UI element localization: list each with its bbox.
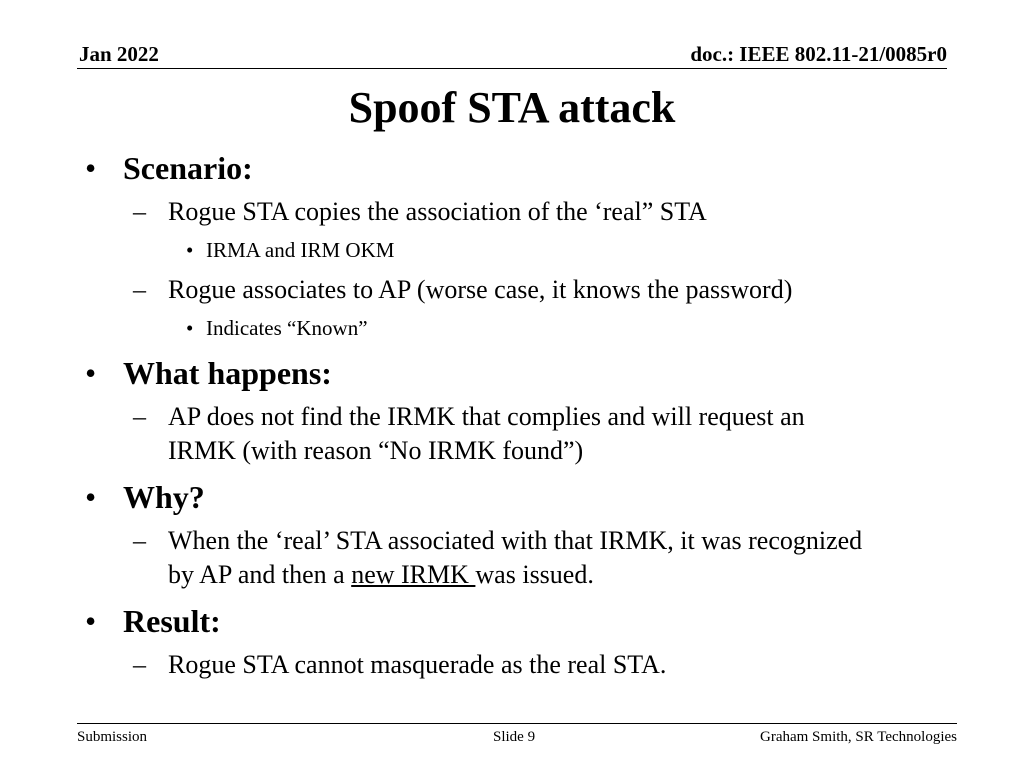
bullet-heading: Why? bbox=[123, 479, 205, 515]
sub-sub-bullet-text: IRMA and IRM OKM bbox=[206, 238, 395, 262]
sub-bullet-text: When the ‘real’ STA associated with that IRMK, it was recognized bbox=[168, 526, 863, 555]
dash-marker: – bbox=[133, 526, 146, 555]
bullet-marker: • bbox=[85, 479, 97, 515]
dash-marker: – bbox=[133, 197, 146, 226]
sub-bullet-text: Rogue STA cannot masquerade as the real STA. bbox=[168, 650, 667, 679]
bullet-marker: • bbox=[186, 238, 194, 262]
continuation-text: by AP and then a bbox=[168, 560, 352, 589]
bullet-marker: • bbox=[85, 355, 97, 391]
sub-bullet bbox=[133, 524, 863, 558]
dash-marker: – bbox=[133, 275, 146, 304]
header-doc-id: doc.: IEEE 802.11-21/0085r0 bbox=[690, 42, 947, 66]
sub-sub-bullet bbox=[186, 236, 395, 264]
bullet-marker: • bbox=[85, 603, 97, 639]
sub-bullet bbox=[133, 273, 793, 307]
header-divider bbox=[77, 68, 947, 69]
bullet-why bbox=[85, 479, 205, 515]
footer-divider bbox=[77, 723, 957, 724]
bullet-scenario bbox=[85, 150, 253, 186]
sub-sub-bullet bbox=[186, 314, 368, 342]
bullet-heading: Result: bbox=[123, 603, 221, 639]
bullet-marker: • bbox=[186, 316, 194, 340]
bullet-heading: Scenario: bbox=[123, 150, 253, 186]
sub-bullet bbox=[133, 195, 707, 229]
sub-bullet-text: Rogue associates to AP (worse case, it knows the password) bbox=[168, 275, 793, 304]
sub-bullet-continuation: IRMK (with reason “No IRMK found”) bbox=[168, 436, 584, 465]
footer-slide-number: Slide 9 bbox=[493, 729, 536, 745]
sub-bullet-continuation bbox=[168, 558, 594, 592]
dash-marker: – bbox=[133, 650, 146, 679]
dash-marker: – bbox=[133, 402, 146, 431]
sub-bullet-text: AP does not find the IRMK that complies and will request an bbox=[168, 402, 805, 431]
continuation-text: was issued. bbox=[475, 560, 594, 589]
footer-submission: Submission bbox=[77, 729, 148, 745]
bullet-heading: What happens: bbox=[123, 355, 332, 391]
bullet-marker: • bbox=[85, 150, 97, 186]
header-date: Jan 2022 bbox=[79, 42, 159, 66]
sub-bullet bbox=[133, 400, 805, 434]
footer-author: Graham Smith, SR Technologies bbox=[760, 729, 957, 745]
underlined-text: new IRMK bbox=[351, 560, 476, 589]
sub-sub-bullet-text: Indicates “Known” bbox=[206, 316, 368, 340]
sub-bullet-text: Rogue STA copies the association of the ‘real” STA bbox=[168, 197, 707, 226]
sub-bullet bbox=[133, 648, 667, 682]
bullet-result bbox=[85, 603, 221, 639]
bullet-what-happens bbox=[85, 355, 332, 391]
slide-title: Spoof STA attack bbox=[348, 83, 676, 132]
